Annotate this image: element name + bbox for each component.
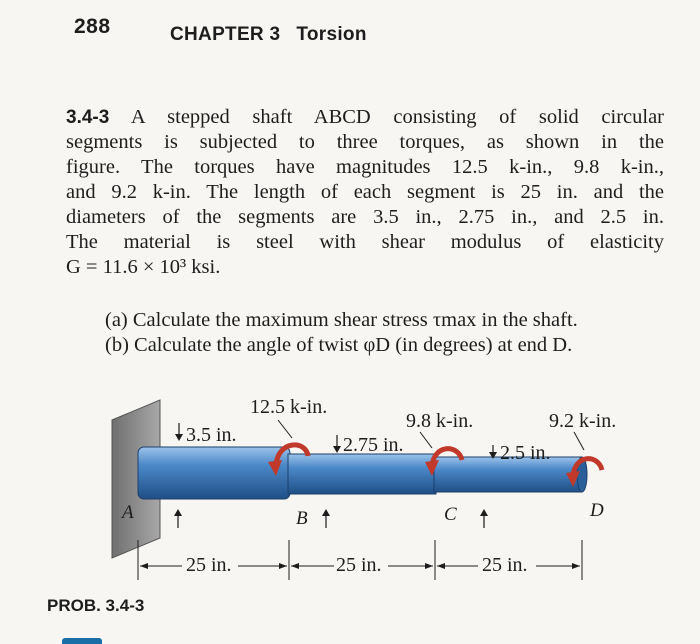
length-label-2: 25 in. [336,554,382,576]
problem-number: 3.4-3 [66,107,110,128]
problem-text-line: A stepped shaft ABCD consisting of solid circular [109,106,664,128]
problem-line-1 [66,105,664,130]
point-arrowhead-c [480,509,488,516]
length-label-1: 25 in. [186,554,232,576]
point-arrowhead-b [322,509,330,516]
problem-statement [66,105,664,280]
point-label-c: C [444,504,457,525]
dimension-arrowhead [437,563,445,569]
segment-ab [138,447,290,499]
point-label-b: B [296,508,308,529]
chapter-label: CHAPTER 3 [170,24,281,45]
diameter-label-2: 2.75 in. [343,434,404,456]
torque-leader-b [278,420,292,438]
problem-line-6: The material is steel with shear modulus of elasticity [66,231,664,253]
torque-leader-d [574,432,584,450]
page-number: 288 [74,15,111,38]
problem-line-7: G = 11.6 × 10³ ksi. [66,256,221,278]
dimension-arrowhead [279,563,287,569]
dimension-arrowhead [572,563,580,569]
problem-line-2: segments is subjected to three torques, as shown in the [66,131,664,153]
segment-bc [288,454,436,494]
chapter-heading [170,24,367,46]
part-b: (b) Calculate the angle of twist φD (in degrees) at end D. [105,334,573,356]
problem-line-3: figure. The torques have magnitudes 12.5 k-in., 9.8 k-in., [66,156,664,178]
problem-parts [105,308,665,358]
length-label-3: 25 in. [482,554,528,576]
torque-label-2: 9.8 k-in. [406,410,474,432]
dimension-arrowhead [425,563,433,569]
point-label-d: D [590,500,604,521]
diameter-arrowhead-1 [175,434,183,441]
diameter-label-1: 3.5 in. [186,424,237,446]
figure-caption: PROB. 3.4-3 [47,596,145,615]
diameter-arrowhead-2 [333,446,341,453]
problem-line-5: diameters of the segments are 3.5 in., 2.75 in., and 2.5 in. [66,206,664,228]
page-edge-mark [62,638,102,644]
chapter-title: Torsion [296,24,367,45]
diameter-label-3: 2.5 in. [500,442,551,464]
point-arrowhead-a [174,509,182,516]
shaft-figure [0,390,700,590]
torque-leader-c [420,432,432,448]
part-a: (a) Calculate the maximum shear stress τmax in the shaft. [105,309,578,331]
point-label-a: A [122,502,134,523]
torque-label-3: 9.2 k-in. [549,410,617,432]
torque-label-1: 12.5 k-in. [250,396,328,418]
problem-line-4: and 9.2 k-in. The length of each segment is 25 in. and the [66,181,664,203]
dimension-arrowhead [291,563,299,569]
dimension-arrowhead [140,563,148,569]
